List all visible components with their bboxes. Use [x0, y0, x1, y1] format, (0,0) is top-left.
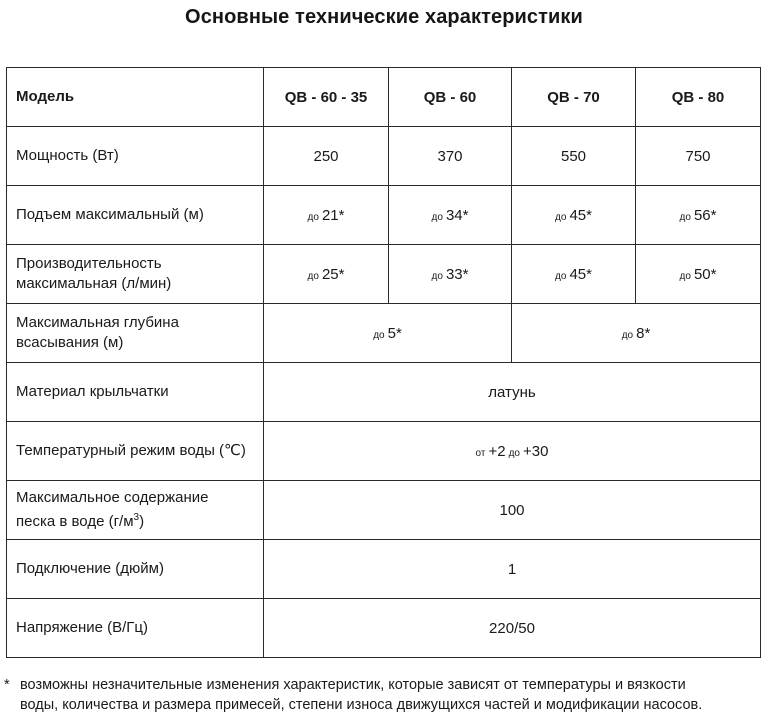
- capacity-label-line1: Производительность: [16, 255, 162, 272]
- model-qb-80: QB - 80: [636, 68, 761, 127]
- footnote: [4, 675, 764, 715]
- impeller-label: Материал крыльчатки: [7, 363, 264, 422]
- voltage-label: Напряжение (В/Гц): [7, 599, 264, 658]
- suction-label-line1: Максимальная глубина: [16, 314, 179, 331]
- sand-label-close: ): [139, 513, 145, 530]
- capacity-cell: [512, 245, 636, 304]
- lift-value: 56*: [693, 206, 717, 224]
- suction-value-a: 5*: [387, 324, 402, 342]
- table-row-sand: [7, 481, 761, 540]
- sand-label-sup: 3: [133, 512, 140, 523]
- lift-cell: [264, 186, 389, 245]
- model-qb-60-35: QB - 60 - 35: [264, 68, 389, 127]
- temperature-cell: [264, 422, 761, 481]
- power-value: 250: [264, 127, 389, 186]
- prefix-do: до: [555, 211, 567, 223]
- capacity-value: 25*: [321, 265, 345, 283]
- prefix-do: до: [679, 211, 691, 223]
- temperature-to: +30: [522, 442, 549, 460]
- page-title: Основные технические характеристики: [185, 6, 583, 28]
- prefix-do: до: [508, 447, 520, 459]
- lift-cell: [636, 186, 761, 245]
- table-header-row: [7, 68, 761, 127]
- prefix-do: до: [679, 270, 691, 282]
- suction-value-b: 8*: [636, 324, 651, 342]
- impeller-value: латунь: [264, 363, 761, 422]
- prefix-ot: от: [475, 447, 486, 459]
- model-qb-60: QB - 60: [389, 68, 512, 127]
- lift-cell: [389, 186, 512, 245]
- suction-cell-b: [512, 304, 761, 363]
- table-row-lift: [7, 186, 761, 245]
- table-row-connection: [7, 540, 761, 599]
- prefix-do: до: [307, 270, 319, 282]
- footnote-line1: возможны незначительные изменения характеристик, которые зависят от температуры и вязкости: [20, 677, 686, 693]
- prefix-do: до: [373, 329, 385, 341]
- table-row-impeller: [7, 363, 761, 422]
- power-value: 550: [512, 127, 636, 186]
- suction-label-line2: всасывания (м): [16, 334, 124, 351]
- table-row-suction: [7, 304, 761, 363]
- prefix-do: до: [621, 329, 634, 341]
- table-row-power: [7, 127, 761, 186]
- capacity-value: 45*: [569, 265, 592, 283]
- lift-value: 21*: [321, 206, 345, 224]
- sand-label-line1: Максимальное содержание: [16, 489, 209, 506]
- table-row-temperature: [7, 422, 761, 481]
- temperature-from: +2: [488, 442, 506, 460]
- spec-table: [6, 67, 761, 658]
- capacity-cell: [636, 245, 761, 304]
- lift-label: Подъем максимальный (м): [7, 186, 264, 245]
- table-row-voltage: [7, 599, 761, 658]
- prefix-do: до: [555, 270, 567, 282]
- power-value: 370: [389, 127, 512, 186]
- power-label: Мощность (Вт): [7, 127, 264, 186]
- capacity-label-line2: максимальная (л/мин): [16, 275, 172, 292]
- prefix-do: до: [431, 211, 443, 223]
- footnote-star: *: [4, 677, 10, 693]
- connection-value: 1: [264, 540, 761, 599]
- sand-label: [7, 481, 264, 540]
- footnote-line2: воды, количества и размера примесей, степени износа движущихся частей и модификации насосов.: [20, 697, 703, 713]
- suction-cell-a: [264, 304, 512, 363]
- power-value: 750: [636, 127, 761, 186]
- capacity-label: [7, 245, 264, 304]
- temperature-label: Температурный режим воды (℃): [7, 422, 264, 481]
- sand-value: 100: [264, 481, 761, 540]
- capacity-cell: [389, 245, 512, 304]
- connection-label: Подключение (дюйм): [7, 540, 264, 599]
- model-qb-70: QB - 70: [512, 68, 636, 127]
- prefix-do: до: [431, 270, 443, 282]
- footnote-line1-row: [4, 675, 764, 695]
- voltage-value: 220/50: [264, 599, 761, 658]
- prefix-do: до: [307, 211, 319, 223]
- table-row-capacity: [7, 245, 761, 304]
- lift-cell: [512, 186, 636, 245]
- suction-label: [7, 304, 264, 363]
- lift-value: 45*: [569, 206, 592, 224]
- lift-value: 34*: [445, 206, 469, 224]
- capacity-value: 33*: [445, 265, 469, 283]
- header-label: Модель: [7, 68, 264, 127]
- capacity-value: 50*: [693, 265, 717, 283]
- capacity-cell: [264, 245, 389, 304]
- sand-label-line2: песка в воде (г/м: [16, 513, 134, 530]
